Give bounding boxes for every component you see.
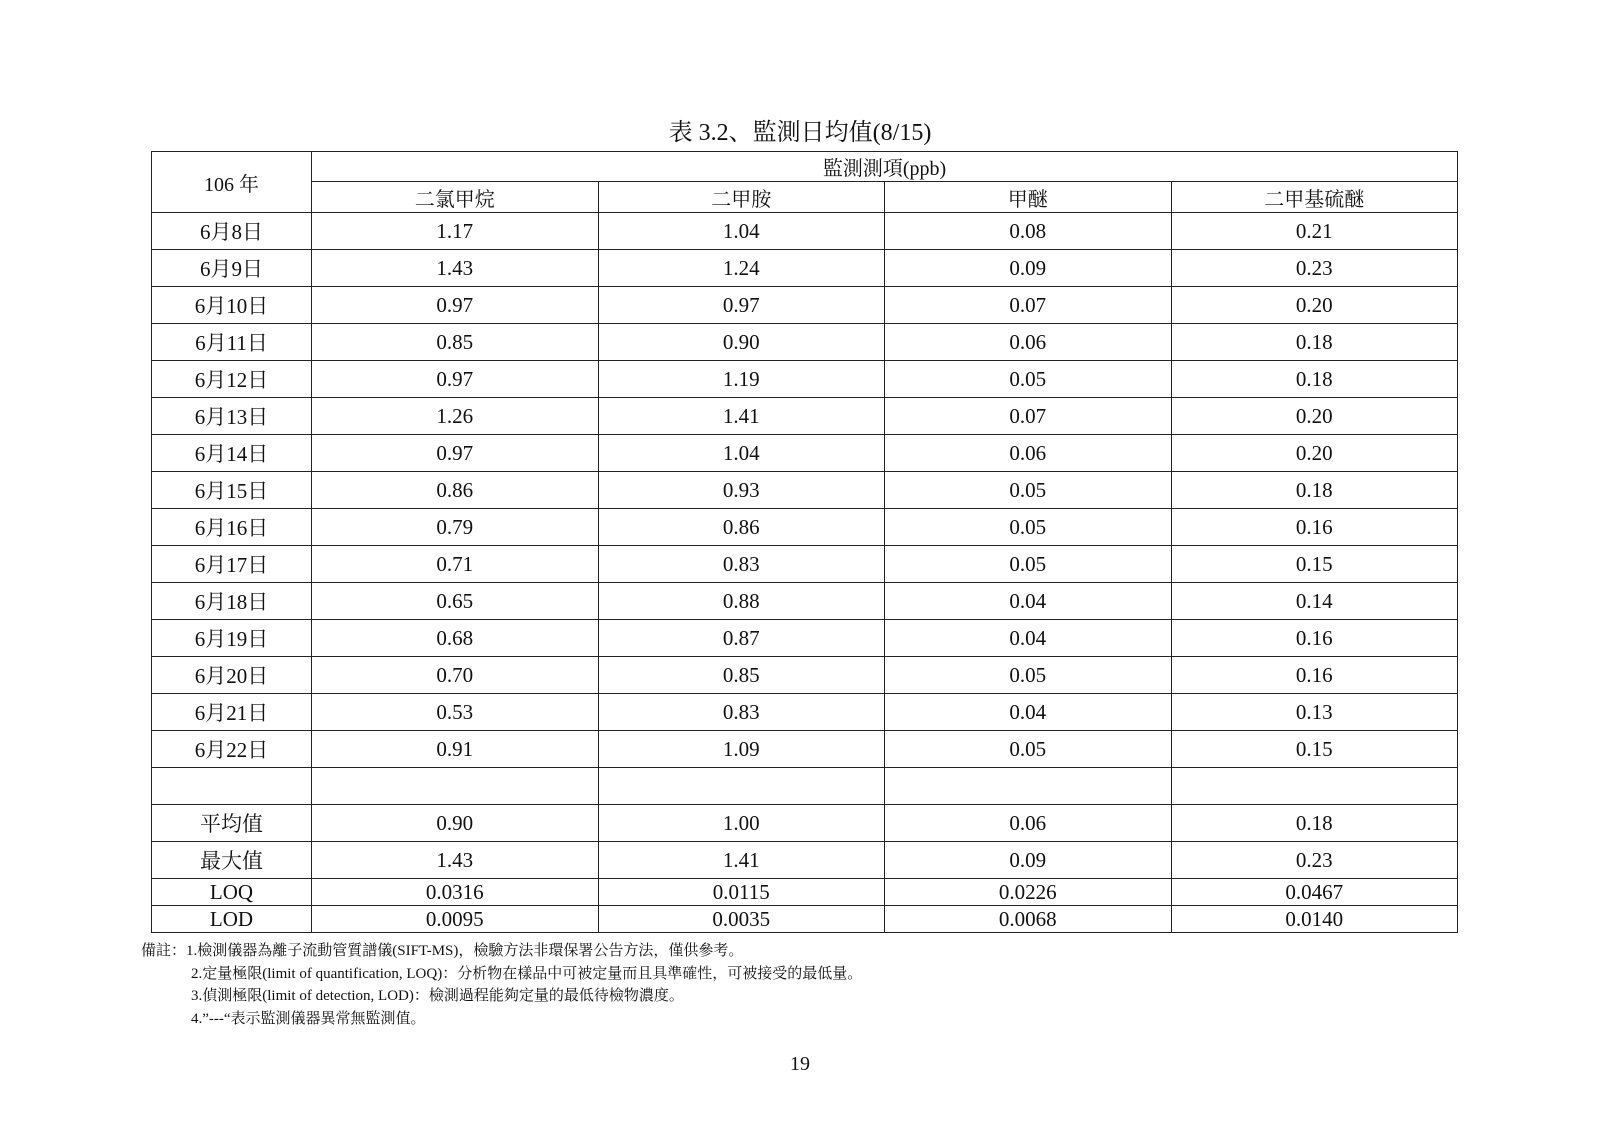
value-cell: [1171, 768, 1458, 805]
value-cell: 0.87: [598, 620, 885, 657]
row-label-cell: 6月13日: [152, 398, 312, 435]
value-cell: 1.04: [598, 213, 885, 250]
value-cell: 0.20: [1171, 398, 1458, 435]
value-cell: 0.05: [885, 731, 1172, 768]
value-cell: 0.06: [885, 805, 1172, 842]
row-label-cell: 6月14日: [152, 435, 312, 472]
row-label-cell: [152, 768, 312, 805]
row-label-cell: 6月19日: [152, 620, 312, 657]
value-cell: 0.16: [1171, 620, 1458, 657]
table-caption: 表 3.2、監測日均值(8/15): [668, 120, 932, 146]
value-cell: 1.26: [312, 398, 599, 435]
value-cell: 0.97: [312, 435, 599, 472]
value-cell: 0.21: [1171, 213, 1458, 250]
table-row: [152, 657, 1458, 694]
value-cell: 0.0467: [1171, 879, 1458, 906]
value-cell: 1.43: [312, 842, 599, 879]
table-row: [152, 731, 1458, 768]
value-cell: 0.06: [885, 324, 1172, 361]
value-cell: 0.18: [1171, 361, 1458, 398]
row-label-cell: 6月8日: [152, 213, 312, 250]
value-cell: 0.04: [885, 583, 1172, 620]
row-label-cell: 最大值: [152, 842, 312, 879]
footnote-line: 4.”---“表示監測儀器異常無監測值。: [191, 1010, 426, 1027]
value-cell: 0.09: [885, 250, 1172, 287]
row-label-cell: 平均值: [152, 805, 312, 842]
value-cell: 1.17: [312, 213, 599, 250]
footnote-line: 備註：1.檢測儀器為離子流動管質譜儀(SIFT-MS)，檢驗方法非環保署公告方法，僅供參考。: [141, 943, 744, 959]
value-cell: 0.04: [885, 620, 1172, 657]
value-cell: 0.85: [598, 657, 885, 694]
value-cell: 0.0068: [885, 906, 1172, 933]
value-cell: 0.07: [885, 287, 1172, 324]
value-cell: 1.00: [598, 805, 885, 842]
value-cell: 0.05: [885, 657, 1172, 694]
row-label-cell: 6月12日: [152, 361, 312, 398]
header-row-columns: [152, 182, 1458, 213]
value-cell: 0.18: [1171, 472, 1458, 509]
value-cell: 1.09: [598, 731, 885, 768]
value-cell: 0.18: [1171, 324, 1458, 361]
corner-header-cell: 106 年: [152, 152, 312, 213]
value-cell: 1.43: [312, 250, 599, 287]
value-cell: 0.06: [885, 435, 1172, 472]
value-cell: 0.91: [312, 731, 599, 768]
value-cell: 0.93: [598, 472, 885, 509]
value-cell: 0.13: [1171, 694, 1458, 731]
value-cell: 0.53: [312, 694, 599, 731]
value-cell: 0.79: [312, 509, 599, 546]
table-row: [152, 324, 1458, 361]
table-row: [152, 213, 1458, 250]
value-cell: 0.65: [312, 583, 599, 620]
value-cell: [598, 768, 885, 805]
footnotes: [141, 940, 862, 1030]
table-row: [152, 361, 1458, 398]
table-row: [152, 250, 1458, 287]
value-cell: 0.07: [885, 398, 1172, 435]
row-label-cell: 6月11日: [152, 324, 312, 361]
row-label-cell: LOQ: [152, 879, 312, 906]
value-cell: 0.86: [598, 509, 885, 546]
limit-row: [152, 906, 1458, 933]
value-cell: 1.41: [598, 842, 885, 879]
row-label-cell: 6月18日: [152, 583, 312, 620]
value-cell: 0.15: [1171, 731, 1458, 768]
value-cell: 0.05: [885, 472, 1172, 509]
page-number: 19: [790, 1053, 810, 1075]
row-label-cell: 6月22日: [152, 731, 312, 768]
value-cell: [885, 768, 1172, 805]
value-cell: 0.85: [312, 324, 599, 361]
value-cell: 0.97: [598, 287, 885, 324]
value-cell: [312, 768, 599, 805]
row-label-cell: 6月21日: [152, 694, 312, 731]
table-row: [152, 398, 1458, 435]
column-header-cell: 二甲基硫醚: [1171, 182, 1458, 213]
table-row: [152, 509, 1458, 546]
value-cell: 1.04: [598, 435, 885, 472]
value-cell: 0.16: [1171, 657, 1458, 694]
value-cell: 0.97: [312, 287, 599, 324]
footnote-line: 3.偵測極限(limit of detection, LOD)：檢測過程能夠定量的最低待檢物濃度。: [191, 988, 684, 1004]
value-cell: 0.04: [885, 694, 1172, 731]
value-cell: 0.05: [885, 509, 1172, 546]
row-label-cell: 6月15日: [152, 472, 312, 509]
value-cell: 0.86: [312, 472, 599, 509]
limit-row: [152, 879, 1458, 906]
summary-row: [152, 842, 1458, 879]
table-row: [152, 620, 1458, 657]
value-cell: 0.09: [885, 842, 1172, 879]
value-cell: 0.0226: [885, 879, 1172, 906]
empty-row: [152, 768, 1458, 805]
footnote-line: 2.定量極限(limit of quantification, LOQ)：分析物在樣品中可被定量而且具準確性，可被接受的最低量。: [191, 965, 863, 982]
value-cell: 0.14: [1171, 583, 1458, 620]
value-cell: 0.70: [312, 657, 599, 694]
table-row: [152, 546, 1458, 583]
value-cell: 0.88: [598, 583, 885, 620]
value-cell: 1.24: [598, 250, 885, 287]
column-header-cell: 二甲胺: [598, 182, 885, 213]
group-header-cell: 監測測項(ppb): [312, 152, 1458, 182]
value-cell: 0.20: [1171, 287, 1458, 324]
value-cell: 0.18: [1171, 805, 1458, 842]
table-body: [152, 152, 1458, 933]
value-cell: 0.16: [1171, 509, 1458, 546]
table-row: [152, 287, 1458, 324]
value-cell: 0.97: [312, 361, 599, 398]
value-cell: 0.23: [1171, 250, 1458, 287]
value-cell: 0.0115: [598, 879, 885, 906]
table-row: [152, 472, 1458, 509]
value-cell: 0.83: [598, 694, 885, 731]
value-cell: 0.68: [312, 620, 599, 657]
value-cell: 0.20: [1171, 435, 1458, 472]
value-cell: 0.0140: [1171, 906, 1458, 933]
table-row: [152, 694, 1458, 731]
value-cell: 0.0316: [312, 879, 599, 906]
row-label-cell: 6月9日: [152, 250, 312, 287]
value-cell: 0.08: [885, 213, 1172, 250]
value-cell: 0.23: [1171, 842, 1458, 879]
value-cell: 0.83: [598, 546, 885, 583]
header-row-group: [152, 152, 1458, 182]
summary-row: [152, 805, 1458, 842]
row-label-cell: 6月10日: [152, 287, 312, 324]
value-cell: 0.90: [312, 805, 599, 842]
value-cell: 0.0035: [598, 906, 885, 933]
value-cell: 0.15: [1171, 546, 1458, 583]
value-cell: 0.71: [312, 546, 599, 583]
value-cell: 0.0095: [312, 906, 599, 933]
table-row: [152, 583, 1458, 620]
row-label-cell: 6月20日: [152, 657, 312, 694]
row-label-cell: 6月17日: [152, 546, 312, 583]
column-header-cell: 二氯甲烷: [312, 182, 599, 213]
row-label-cell: LOD: [152, 906, 312, 933]
row-label-cell: 6月16日: [152, 509, 312, 546]
value-cell: 1.41: [598, 398, 885, 435]
value-cell: 0.05: [885, 361, 1172, 398]
value-cell: 0.90: [598, 324, 885, 361]
value-cell: 1.19: [598, 361, 885, 398]
column-header-cell: 甲醚: [885, 182, 1172, 213]
table-row: [152, 435, 1458, 472]
monitoring-table: [151, 151, 1458, 933]
value-cell: 0.05: [885, 546, 1172, 583]
